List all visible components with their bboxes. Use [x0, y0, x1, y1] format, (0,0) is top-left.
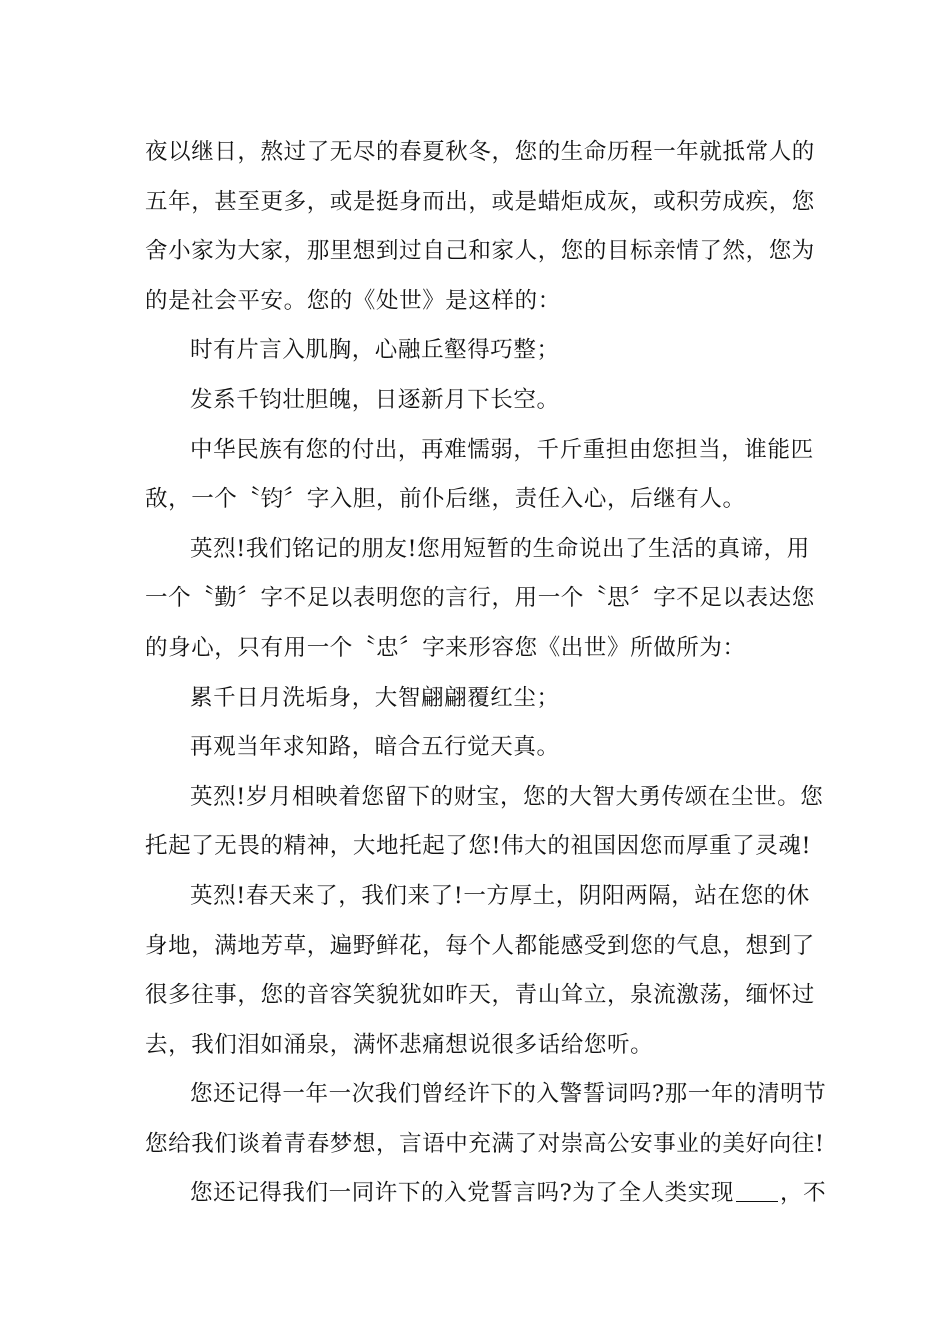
text-segment: 您还记得我们一同许下的入党誓言吗?为了全人类实现	[190, 1180, 734, 1207]
paragraph-start-line: 英烈!岁月相映着您留下的财宝，您的大智大勇传颂在尘世。您	[190, 783, 824, 810]
text-line: 一个〝勤〞字不足以表明您的言行，用一个〝思〞字不足以表达您	[145, 585, 815, 612]
text-line: 很多往事，您的音容笑貌犹如昨天，青山耸立，泉流激荡，缅怀过	[145, 982, 815, 1009]
text-line: 夜以继日，熬过了无尽的春夏秋冬，您的生命历程一年就抵常人的	[145, 139, 815, 165]
fill-in-blank	[736, 1179, 778, 1202]
text-line: 的是社会平安。您的《处世》是这样的：	[145, 287, 561, 314]
poem-line: 累千日月洗垢身，大智翩翩覆红尘；	[190, 684, 560, 711]
poem-line: 时有片言入肌胸，心融丘壑得巧整；	[190, 337, 560, 364]
poem-line: 再观当年求知路，暗合五行觉天真。	[190, 734, 560, 761]
poem-line: 发系千钧壮胆魄，日逐新月下长空。	[190, 386, 560, 413]
text-line: 舍小家为大家，那里想到过自己和家人，您的目标亲情了然，您为	[145, 238, 815, 265]
text-line: 身地，满地芳草，遍野鲜花，每个人都能感受到您的气息，想到了	[145, 932, 815, 959]
text-line: 去，我们泪如涌泉，满怀悲痛想说很多话给您听。	[145, 1031, 654, 1058]
text-line: 托起了无畏的精神，大地托起了您!伟大的祖国因您而厚重了灵魂!	[145, 833, 812, 860]
text-line: 的身心，只有用一个〝忠〞字来形容您《出世》所做所为：	[145, 634, 746, 661]
text-line: 五年，甚至更多，或是挺身而出，或是蜡炬成灰，或积劳成疾，您	[145, 188, 815, 215]
paragraph-start-line: 英烈!春天来了，我们来了!一方厚土，阴阳两隔，站在您的休	[190, 882, 810, 909]
text-line: 敌，一个〝钧〞字入胆，前仆后继，责任入心，后继有人。	[145, 486, 746, 513]
text-segment: ，不	[779, 1180, 827, 1207]
document-body	[145, 128, 827, 1219]
text-line: 您给我们谈着青春梦想，言语中充满了对崇高公安事业的美好向往!	[145, 1130, 825, 1157]
paragraph-start-line: 中华民族有您的付出，再难懦弱，千斤重担由您担当，谁能匹	[190, 436, 814, 463]
paragraph-start-line: 英烈!我们铭记的朋友!您用短暂的生命说出了生活的真谛，用	[190, 535, 810, 562]
paragraph-start-line: 您还记得一年一次我们曾经许下的入警誓词吗?那一年的清明节	[190, 1081, 827, 1108]
paragraph-start-line	[145, 1169, 827, 1219]
